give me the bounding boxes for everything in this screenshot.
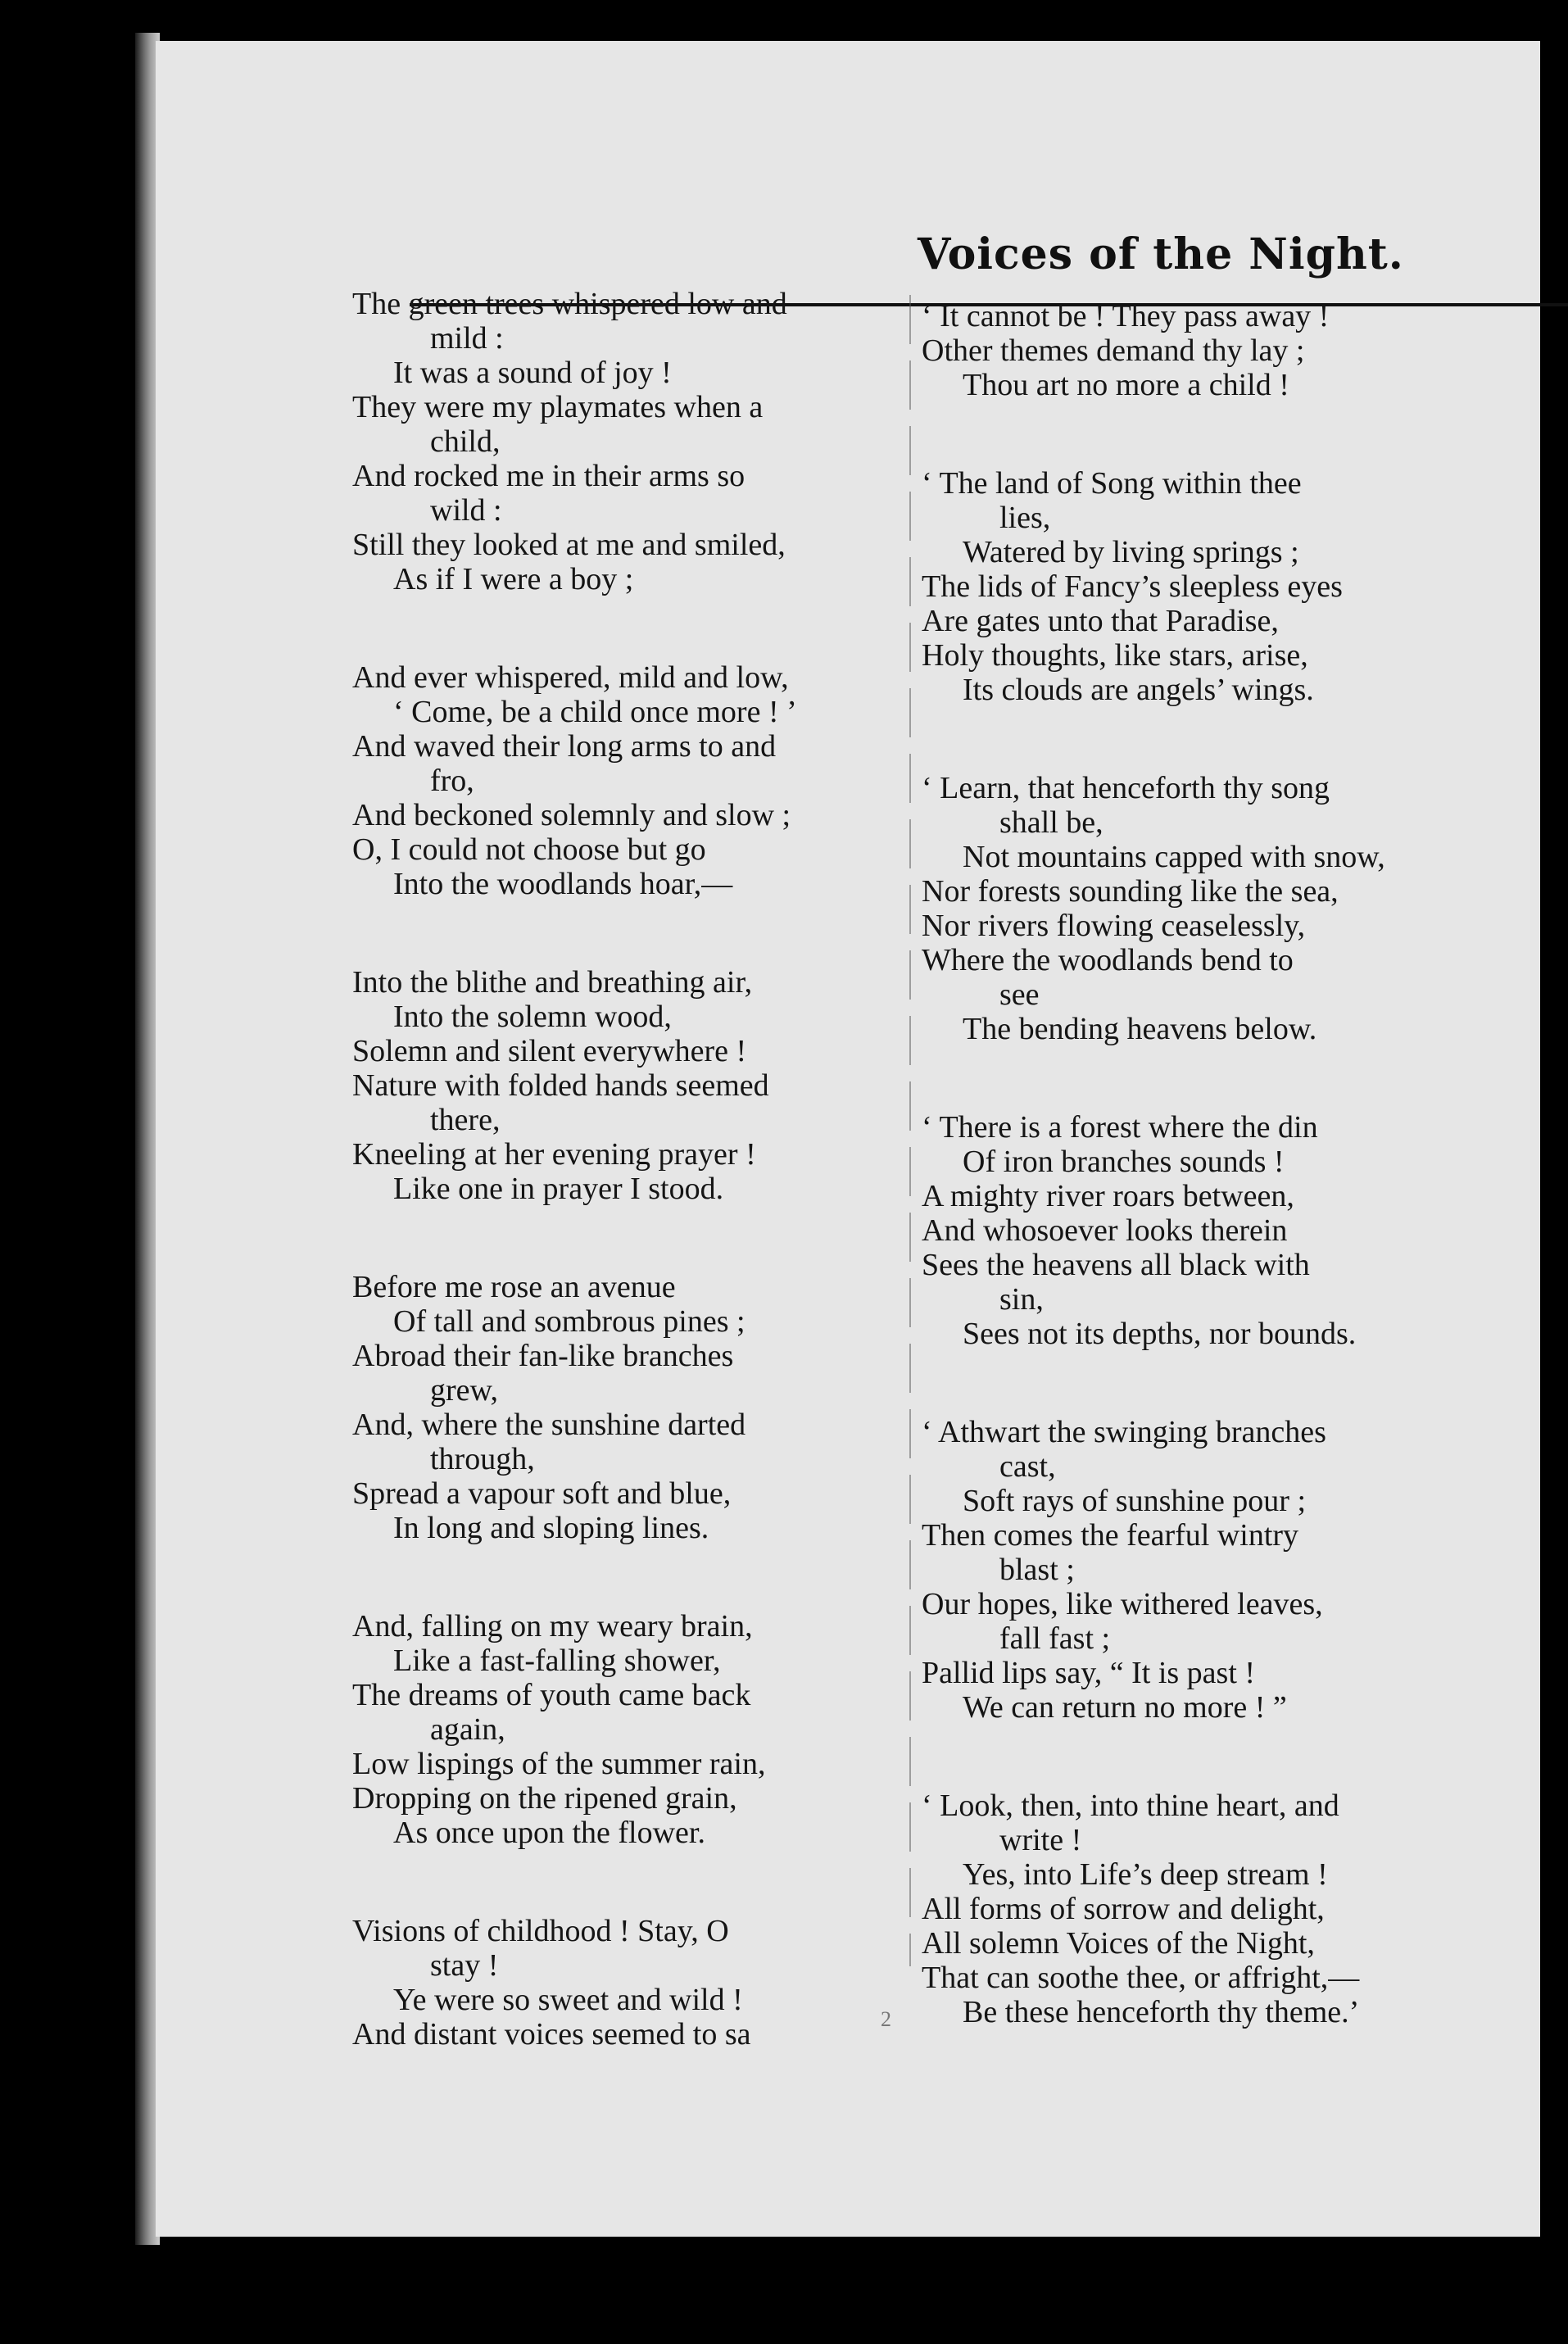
verse-line: Are gates unto that Paradise, <box>922 604 1279 638</box>
verse-line: Dropping on the ripened grain, <box>352 1781 737 1816</box>
verse-line: And, where the sunshine darted <box>352 1408 746 1442</box>
verse-line: As once upon the flower. <box>393 1816 705 1850</box>
verse-line: ‘ Learn, that henceforth thy song <box>922 771 1330 805</box>
verse-line: Not mountains capped with snow, <box>963 840 1385 874</box>
verse-line: And distant voices seemed to sa <box>352 2017 751 2052</box>
verse-line: through, <box>430 1442 535 1476</box>
verse-line: Our hopes, like withered leaves, <box>922 1587 1323 1621</box>
verse-line: Visions of childhood ! Stay, O <box>352 1914 729 1948</box>
verse-line: ‘ Come, be a child once more ! ’ <box>393 695 797 729</box>
verse-line: Watered by living springs ; <box>963 535 1299 569</box>
verse-line: see <box>999 977 1040 1012</box>
stanza <box>922 1415 1495 1725</box>
stanza <box>922 299 1495 402</box>
verse-line: wild : <box>430 493 502 528</box>
verse-line: And beckoned solemnly and slow ; <box>352 798 791 832</box>
verse-line: ‘ The land of Song within thee <box>922 466 1302 501</box>
stanza <box>352 1270 942 1545</box>
verse-line: ‘ Look, then, into thine heart, and <box>922 1789 1339 1823</box>
verse-line: Holy thoughts, like stars, arise, <box>922 638 1308 673</box>
stanza <box>352 1609 942 1850</box>
verse-line: Pallid lips say, “ It is past ! <box>922 1656 1256 1690</box>
verse-line: Thou art no more a child ! <box>963 368 1289 402</box>
verse-line: All solemn Voices of the Night, <box>922 1926 1315 1961</box>
verse-line: Sees not its depths, nor bounds. <box>963 1317 1357 1351</box>
stanza <box>352 965 942 1206</box>
verse-line: The green trees whispered low and <box>352 287 787 321</box>
verse-line: Kneeling at her evening prayer ! <box>352 1137 756 1172</box>
verse-line: ‘ It cannot be ! They pass away ! <box>922 299 1330 333</box>
verse-line: Other themes demand thy lay ; <box>922 333 1305 368</box>
verse-line: Then comes the fearful wintry <box>922 1518 1299 1553</box>
stanza <box>352 287 942 596</box>
verse-line: sin, <box>999 1282 1044 1317</box>
verse-line: Still they looked at me and smiled, <box>352 528 786 562</box>
verse-line: Solemn and silent everywhere ! <box>352 1034 747 1068</box>
verse-line: Spread a vapour soft and blue, <box>352 1476 732 1511</box>
verse-line: grew, <box>430 1373 498 1408</box>
verse-line: Abroad their fan-like branches <box>352 1339 734 1373</box>
verse-line: there, <box>430 1103 501 1137</box>
verse-line: Like one in prayer I stood. <box>393 1172 724 1206</box>
verse-line: All forms of sorrow and delight, <box>922 1892 1325 1926</box>
verse-line: Into the woodlands hoar,— <box>393 867 733 901</box>
verse-line: The bending heavens below. <box>963 1012 1317 1046</box>
verse-line: The dreams of youth came back <box>352 1678 751 1712</box>
verse-line: Its clouds are angels’ wings. <box>963 673 1314 707</box>
verse-line: cast, <box>999 1449 1056 1484</box>
verse-line: Low lispings of the summer rain, <box>352 1747 766 1781</box>
verse-line: Nor rivers flowing ceaselessly, <box>922 909 1306 943</box>
verse-line: Nature with folded hands seemed <box>352 1068 769 1103</box>
verse-line: And rocked me in their arms so <box>352 459 745 493</box>
verse-line: O, I could not choose but go <box>352 832 706 867</box>
verse-line: The lids of Fancy’s sleepless eyes <box>922 569 1343 604</box>
verse-line: It was a sound of joy ! <box>393 356 672 390</box>
verse-line: And waved their long arms to and <box>352 729 777 764</box>
stanza <box>922 1110 1495 1351</box>
verse-line: And, falling on my weary brain, <box>352 1609 753 1644</box>
verse-line: Into the solemn wood, <box>393 1000 672 1034</box>
verse-line: That can soothe thee, or affright,— <box>922 1961 1360 1995</box>
verse-line: mild : <box>430 321 504 356</box>
verse-line: Of tall and sombrous pines ; <box>393 1304 745 1339</box>
verse-line: ‘ Athwart the swinging branches <box>922 1415 1326 1449</box>
verse-line: Ye were so sweet and wild ! <box>393 1983 743 2017</box>
verse-line: Before me rose an avenue <box>352 1270 676 1304</box>
verse-line: As if I were a boy ; <box>393 562 634 596</box>
stanza <box>922 771 1495 1046</box>
verse-line: And ever whispered, mild and low, <box>352 660 789 695</box>
verse-line: child, <box>430 424 501 459</box>
verse-line: again, <box>430 1712 505 1747</box>
page-number: 2 <box>881 2007 891 2031</box>
verse-line: ‘ There is a forest where the din <box>922 1110 1318 1145</box>
verse-line: Like a fast-falling shower, <box>393 1644 721 1678</box>
column-divider <box>909 295 911 1966</box>
left-column <box>352 287 942 2115</box>
verse-line: A mighty river roars between, <box>922 1179 1294 1213</box>
book-gutter <box>0 0 143 2344</box>
verse-line: And whosoever looks therein <box>922 1213 1288 1248</box>
verse-line: Of iron branches sounds ! <box>963 1145 1285 1179</box>
stanza <box>922 1789 1495 2029</box>
verse-line: fro, <box>430 764 474 798</box>
verse-line: In long and sloping lines. <box>393 1511 709 1545</box>
stanza <box>922 466 1495 707</box>
verse-line: Yes, into Life’s deep stream ! <box>963 1857 1328 1892</box>
verse-line: They were my playmates when a <box>352 390 764 424</box>
verse-line: fall fast ; <box>999 1621 1111 1656</box>
verse-line: We can return no more ! ” <box>963 1690 1287 1725</box>
verse-line: Where the woodlands bend to <box>922 943 1294 977</box>
verse-line: Into the blithe and breathing air, <box>352 965 753 1000</box>
verse-line: stay ! <box>430 1948 499 1983</box>
page-title: Voices of the Night. <box>918 229 1404 279</box>
verse-line: write ! <box>999 1823 1082 1857</box>
stanza <box>352 1914 942 2052</box>
verse-line: Soft rays of sunshine pour ; <box>963 1484 1307 1518</box>
verse-line: Nor forests sounding like the sea, <box>922 874 1339 909</box>
stanza <box>352 660 942 901</box>
verse-line: Be these henceforth thy theme.’ <box>963 1995 1360 2029</box>
verse-line: Sees the heavens all black with <box>922 1248 1310 1282</box>
verse-line: lies, <box>999 501 1051 535</box>
verse-line: shall be, <box>999 805 1103 840</box>
right-column <box>922 299 1495 2093</box>
verse-line: blast ; <box>999 1553 1075 1587</box>
